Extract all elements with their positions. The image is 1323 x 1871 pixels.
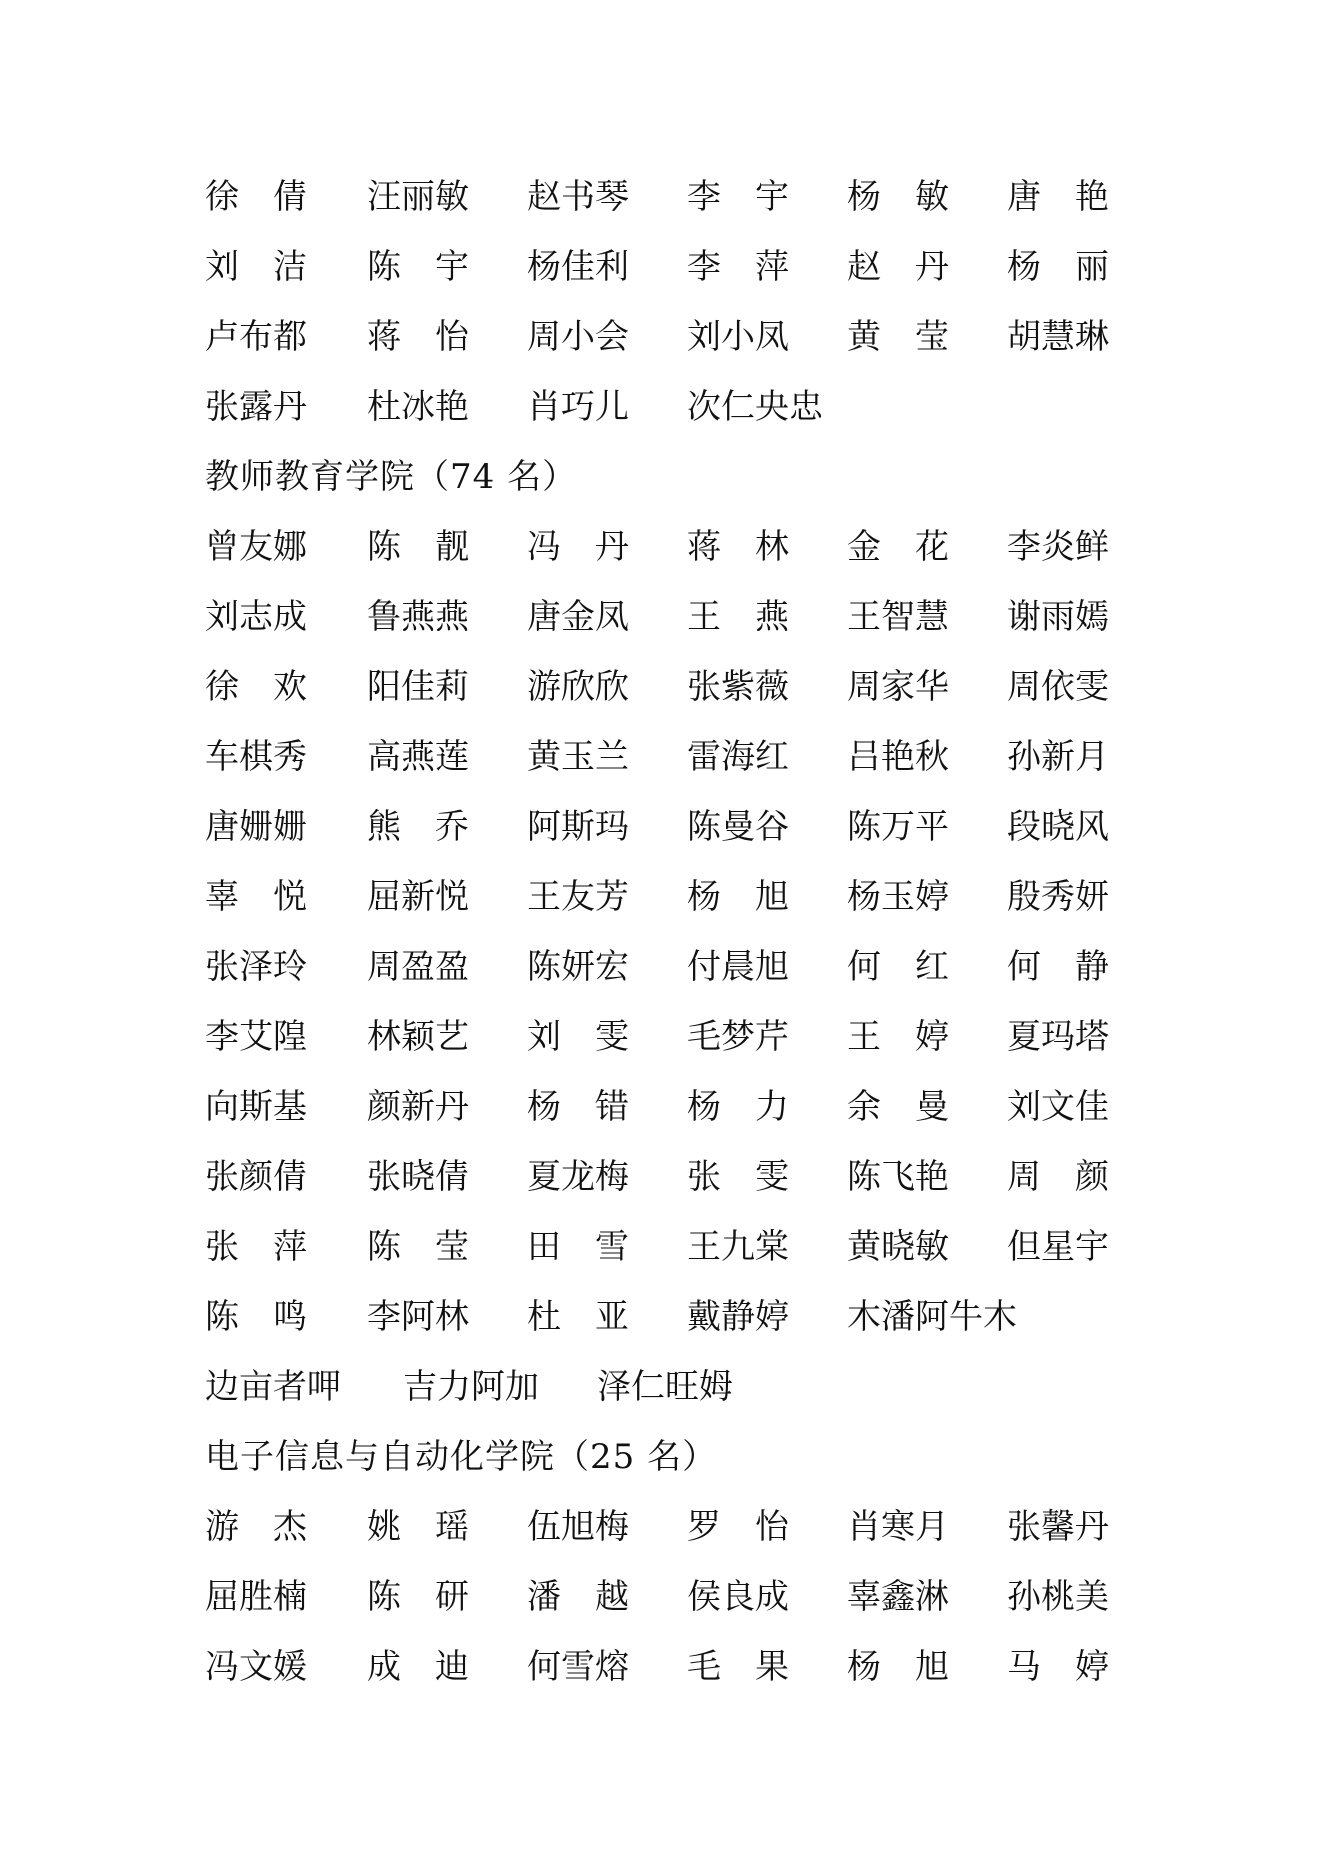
student-name: 边亩者呷	[205, 1367, 341, 1407]
student-name: 高燕莲	[367, 737, 469, 777]
student-name: 鲁燕燕	[367, 597, 469, 637]
student-name: 赵书琴	[527, 177, 629, 217]
student-name: 段晓风	[1007, 807, 1109, 847]
student-name: 金 花	[847, 527, 949, 567]
student-name: 杨佳利	[527, 247, 629, 287]
student-name: 付晨旭	[687, 947, 789, 987]
student-name: 夏玛塔	[1007, 1017, 1109, 1057]
student-name: 肖寒月	[847, 1507, 949, 1547]
student-name: 周家华	[847, 667, 949, 707]
student-name: 张 雯	[687, 1157, 789, 1197]
student-name: 车棋秀	[205, 737, 307, 777]
student-name: 林颖艺	[367, 1017, 469, 1057]
student-name: 周小会	[527, 317, 629, 357]
student-name: 周盈盈	[367, 947, 469, 987]
student-name: 杨 旭	[847, 1647, 949, 1687]
section-heading-teacher-education: 教师教育学院（74 名）	[205, 457, 578, 497]
student-name: 吉力阿加	[403, 1367, 539, 1407]
name-row	[205, 792, 1125, 862]
student-name: 卢布都	[205, 317, 307, 357]
student-name: 赵 丹	[847, 247, 949, 287]
name-row	[205, 1212, 1125, 1282]
student-name: 黄玉兰	[527, 737, 629, 777]
student-name: 何 静	[1007, 947, 1109, 987]
student-name: 杨 力	[687, 1087, 789, 1127]
student-name: 罗 怡	[687, 1507, 789, 1547]
name-row	[205, 932, 1125, 1002]
student-name: 阿斯玛	[527, 807, 629, 847]
student-name: 徐 倩	[205, 177, 307, 217]
student-name: 姚 瑶	[367, 1507, 469, 1547]
name-row	[205, 1002, 1125, 1072]
student-name: 潘 越	[527, 1577, 629, 1617]
name-row	[205, 1492, 1125, 1562]
student-name: 毛梦芹	[687, 1017, 789, 1057]
student-name: 李阿林	[367, 1297, 469, 1337]
student-name: 成 迪	[367, 1647, 469, 1687]
student-name: 雷海红	[687, 737, 789, 777]
student-name: 孙桃美	[1007, 1577, 1109, 1617]
student-name: 刘小凤	[687, 317, 789, 357]
student-name: 陈 宇	[367, 247, 469, 287]
student-name: 黄 莹	[847, 317, 949, 357]
student-name: 陈 莹	[367, 1227, 469, 1267]
student-name: 何雪熔	[527, 1647, 629, 1687]
student-name: 颜新丹	[367, 1087, 469, 1127]
student-name: 伍旭梅	[527, 1507, 629, 1547]
name-row	[205, 1562, 1125, 1632]
student-name: 李 萍	[687, 247, 789, 287]
student-name: 游 杰	[205, 1507, 307, 1547]
student-name: 陈 鸣	[205, 1297, 307, 1337]
name-row	[205, 1632, 1125, 1702]
student-name: 屈胜楠	[205, 1577, 307, 1617]
student-name: 蒋 林	[687, 527, 789, 567]
name-list-document	[205, 162, 1125, 1702]
name-row	[205, 302, 1125, 372]
name-row	[205, 722, 1125, 792]
name-row	[205, 232, 1125, 302]
student-name: 阳佳莉	[367, 667, 469, 707]
name-row	[205, 1072, 1125, 1142]
student-name: 杨 旭	[687, 877, 789, 917]
section-heading-electronic-information: 电子信息与自动化学院（25 名）	[205, 1437, 718, 1477]
name-row	[205, 372, 1125, 442]
student-name: 刘 洁	[205, 247, 307, 287]
student-name: 陈万平	[847, 807, 949, 847]
student-name: 陈飞艳	[847, 1157, 949, 1197]
name-row	[205, 1142, 1125, 1212]
student-name: 唐姗姗	[205, 807, 307, 847]
student-name: 陈 研	[367, 1577, 469, 1617]
student-name: 汪丽敏	[367, 177, 469, 217]
student-name: 李炎鲜	[1007, 527, 1109, 567]
student-name: 杨 丽	[1007, 247, 1109, 287]
student-name: 张露丹	[205, 387, 307, 427]
student-name: 侯良成	[687, 1577, 789, 1617]
student-name: 谢雨嫣	[1007, 597, 1109, 637]
student-name: 曾友娜	[205, 527, 307, 567]
name-row	[205, 512, 1125, 582]
student-name: 唐金凤	[527, 597, 629, 637]
student-name: 杜冰艳	[367, 387, 469, 427]
name-row	[205, 162, 1125, 232]
student-name: 王 婷	[847, 1017, 949, 1057]
student-name: 屈新悦	[367, 877, 469, 917]
student-name: 肖巧儿	[527, 387, 629, 427]
student-name: 李 宇	[687, 177, 789, 217]
student-name: 周 颜	[1007, 1157, 1109, 1197]
student-name: 余 曼	[847, 1087, 949, 1127]
student-name: 马 婷	[1007, 1647, 1109, 1687]
student-name: 杨 错	[527, 1087, 629, 1127]
student-name: 但星宇	[1007, 1227, 1109, 1267]
student-name: 次仁央忠	[687, 387, 823, 427]
student-name: 张 萍	[205, 1227, 307, 1267]
student-name: 张紫薇	[687, 667, 789, 707]
student-name: 杨 敏	[847, 177, 949, 217]
student-name: 辜 悦	[205, 877, 307, 917]
student-name: 田 雪	[527, 1227, 629, 1267]
student-name: 张晓倩	[367, 1157, 469, 1197]
name-row	[205, 652, 1125, 722]
student-name: 刘志成	[205, 597, 307, 637]
student-name: 向斯基	[205, 1087, 307, 1127]
student-name: 熊 乔	[367, 807, 469, 847]
student-name: 王友芳	[527, 877, 629, 917]
student-name: 夏龙梅	[527, 1157, 629, 1197]
student-name: 陈曼谷	[687, 807, 789, 847]
student-name: 李艾隍	[205, 1017, 307, 1057]
name-row	[205, 862, 1125, 932]
student-name: 刘文佳	[1007, 1087, 1109, 1127]
student-name: 张泽玲	[205, 947, 307, 987]
student-name: 王 燕	[687, 597, 789, 637]
student-name: 徐 欢	[205, 667, 307, 707]
name-row	[205, 1282, 1125, 1352]
student-name: 胡慧琳	[1007, 317, 1109, 357]
name-row	[205, 1352, 1125, 1422]
student-name: 周依雯	[1007, 667, 1109, 707]
student-name: 殷秀妍	[1007, 877, 1109, 917]
student-name: 戴静婷	[687, 1297, 789, 1337]
student-name: 刘 雯	[527, 1017, 629, 1057]
student-name: 游欣欣	[527, 667, 629, 707]
student-name: 辜鑫淋	[847, 1577, 949, 1617]
name-row	[205, 582, 1125, 652]
student-name: 何 红	[847, 947, 949, 987]
student-name: 王智慧	[847, 597, 949, 637]
student-name: 毛 果	[687, 1647, 789, 1687]
student-name: 孙新月	[1007, 737, 1109, 777]
student-name: 陈妍宏	[527, 947, 629, 987]
student-name: 张颜倩	[205, 1157, 307, 1197]
student-name: 冯文媛	[205, 1647, 307, 1687]
student-name: 陈 靓	[367, 527, 469, 567]
student-name: 蒋 怡	[367, 317, 469, 357]
student-name: 杜 亚	[527, 1297, 629, 1337]
student-name: 泽仁旺姆	[597, 1367, 733, 1407]
student-name: 黄晓敏	[847, 1227, 949, 1267]
student-name: 王九棠	[687, 1227, 789, 1267]
student-name: 张馨丹	[1007, 1507, 1109, 1547]
student-name: 木潘阿牛木	[847, 1297, 1017, 1337]
student-name: 唐 艳	[1007, 177, 1109, 217]
student-name: 杨玉婷	[847, 877, 949, 917]
student-name: 吕艳秋	[847, 737, 949, 777]
student-name: 冯 丹	[527, 527, 629, 567]
